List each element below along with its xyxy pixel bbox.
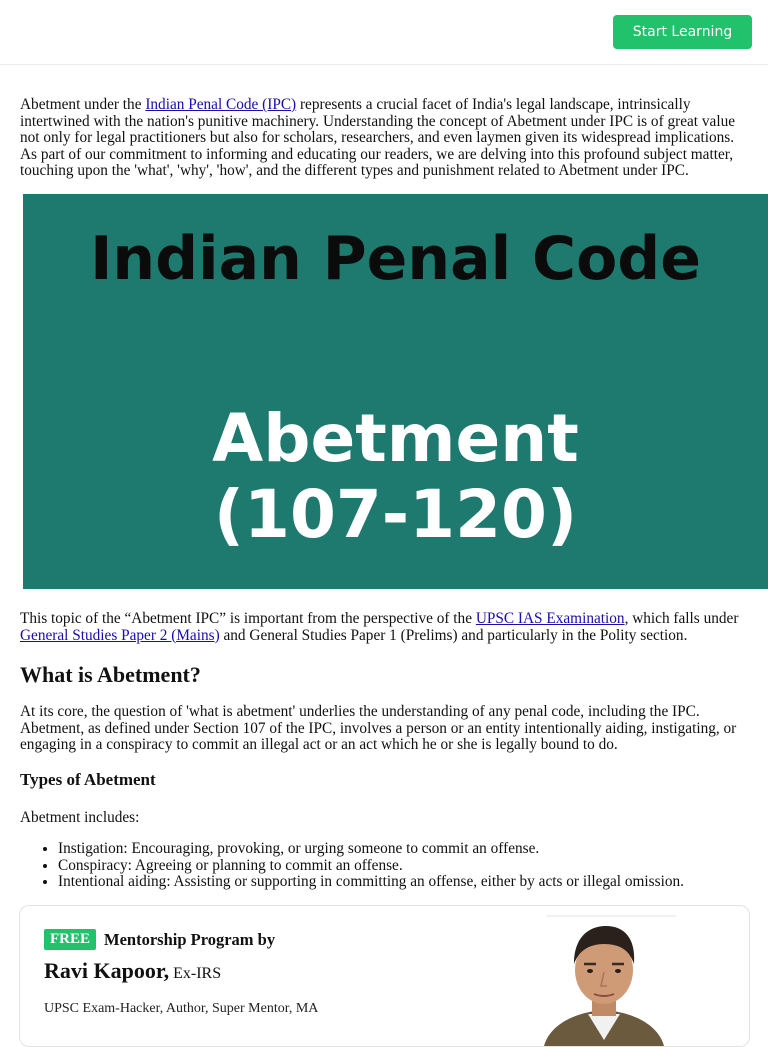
relevance-text-post: and General Studies Paper 1 (Prelims) and particularly in the Polity section. (219, 626, 688, 644)
mentor-name: Ravi Kapoor, (44, 958, 170, 983)
mentorship-title: Mentorship Program by (104, 930, 276, 949)
intro-text-post: represents a crucial facet of India's legal landscape, intrinsically intertwined with the nation's punitive machinery. Understanding the concept of Abetment under IPC is of great value not only for legal practitioners but also for scholars, researchers, and even laymen given its widespread implications. As part of our commitment to informing and educating our readers, we are delving into this profound subject matter, touching upon the 'what', 'why', 'how', and the different types and punishment related to Abetment under IPC. (20, 96, 736, 180)
list-item: • Instigation: Encouraging, provoking, or urging someone to commit an offense. (58, 841, 684, 858)
mentor-role: Ex-IRS (169, 965, 222, 982)
relevance-text-mid: , which falls under (624, 610, 739, 627)
hero-subtitle: Abetment (212, 400, 579, 477)
types-list (20, 841, 684, 891)
types-of-abetment-heading: Types of Abetment (20, 770, 156, 789)
hero-banner (23, 194, 768, 589)
what-is-abetment-body: At its core, the question of 'what is abetment' underlies the understanding of any penal code, including the IPC. Abetment, as defined under Section 107 of the IPC, involves a person or an entity intentionally aiding, instigating, or engaging in a conspiracy to commit an illegal act or an act which he or she is legally bound to do. (20, 703, 737, 754)
gs-paper-2-link[interactable]: General Studies Paper 2 (Mains) (20, 626, 220, 644)
types-lead: Abetment includes: (20, 809, 140, 826)
relevance-text-pre: This topic of the “Abetment IPC” is important from the perspective of the (20, 610, 476, 627)
list-item: • Conspiracy: Agreeing or planning to commit an offense. (58, 858, 684, 875)
ipc-link[interactable]: Indian Penal Code (IPC) (145, 96, 297, 113)
relevance-paragraph (20, 611, 748, 644)
upsc-ias-link[interactable]: UPSC IAS Examination (475, 610, 625, 627)
mentorship-card[interactable] (19, 905, 750, 1047)
mentor-name-row (44, 958, 221, 984)
mentor-credentials: UPSC Exam-Hacker, Author, Super Mentor, MA (44, 1001, 319, 1016)
hero-title: Indian Penal Code (90, 224, 701, 294)
intro-text-pre: Abetment under the (20, 96, 146, 113)
mentor-portrait (524, 914, 684, 1046)
what-is-abetment-heading: What is Abetment? (20, 662, 201, 687)
top-bar (0, 0, 768, 65)
hero-section-range: (107-120) (213, 476, 578, 553)
list-item: • Intentional aiding: Assisting or supporting in committing an offense, either by acts or illegal omission. (58, 874, 684, 891)
start-learning-button[interactable]: Start Learning (613, 15, 752, 49)
intro-paragraph (20, 97, 748, 180)
free-badge: FREE (44, 929, 96, 950)
